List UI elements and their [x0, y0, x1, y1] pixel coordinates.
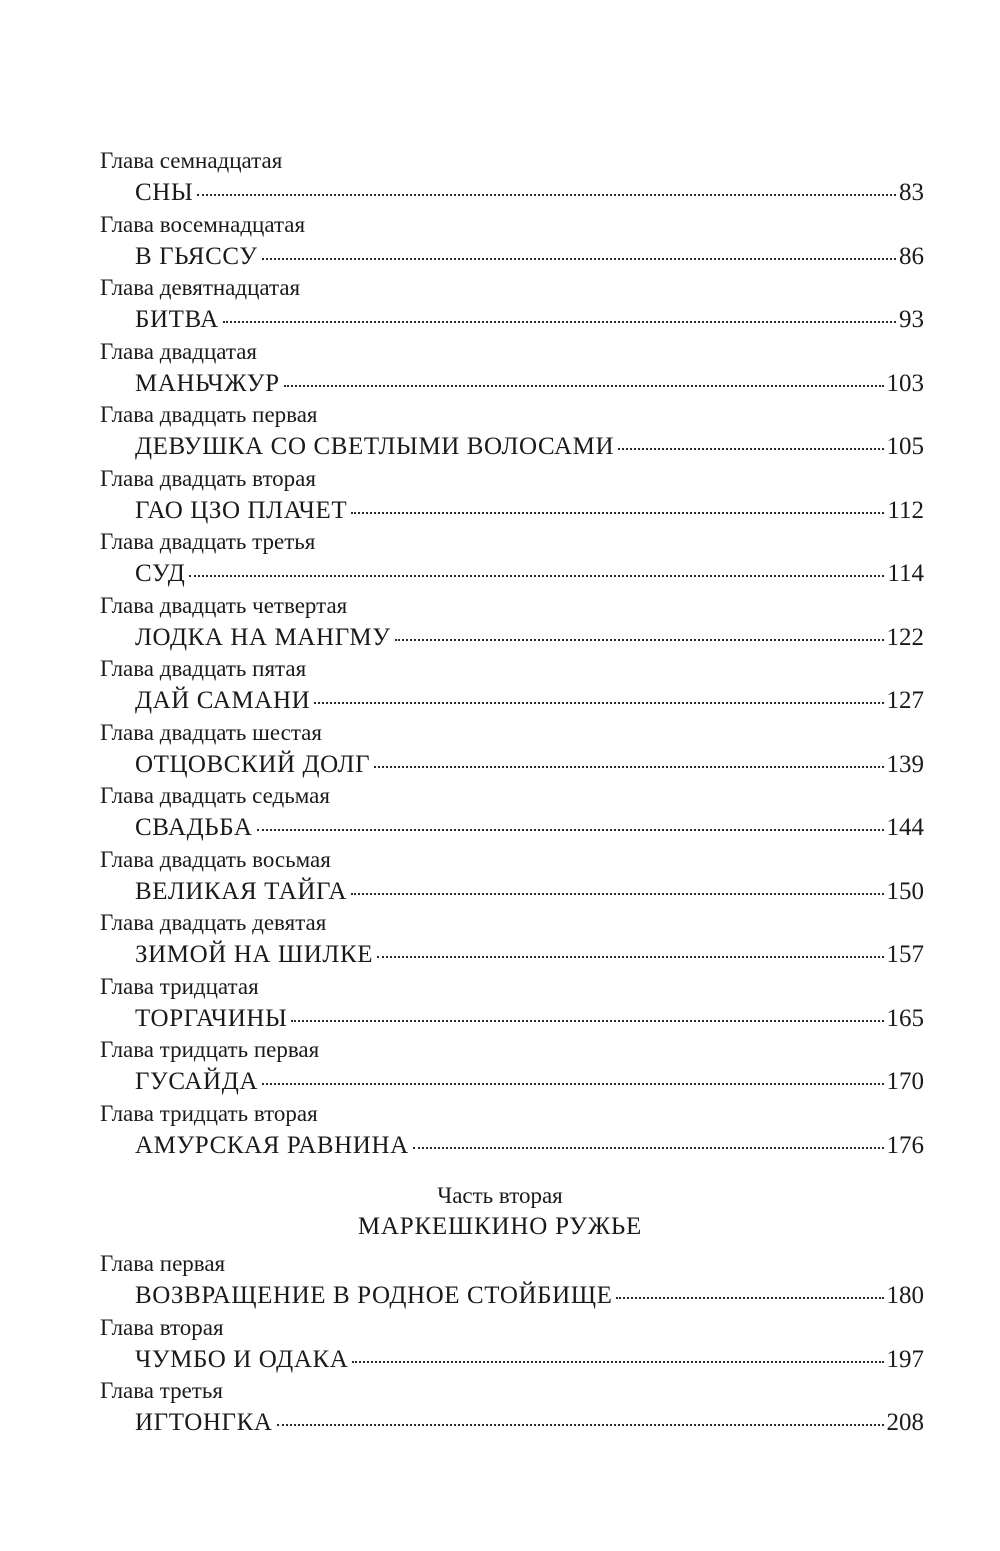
toc-chapter — [100, 272, 924, 336]
chapter-label: Глава девятнадцатая — [100, 275, 301, 300]
page-number: 150 — [886, 877, 924, 905]
chapter-title: ВОЗВРАЩЕНИЕ В РОДНОЕ СТОЙБИЩЕ — [135, 1282, 613, 1309]
toc-chapter — [100, 399, 924, 463]
toc-chapter — [100, 526, 924, 590]
toc-chapter — [100, 844, 924, 908]
chapter-title: ДЕВУШКА СО СВЕТЛЫМИ ВОЛОСАМИ — [135, 433, 615, 460]
page-number: 83 — [899, 179, 924, 206]
chapter-title: ЗИМОЙ НА ШИЛКЕ — [135, 941, 374, 968]
chapter-entry — [100, 431, 924, 462]
toc-chapter — [100, 590, 924, 654]
chapter-title: ЛОДКА НА МАНГМУ — [135, 623, 391, 651]
dot-leader — [352, 1361, 883, 1363]
chapter-entry — [100, 1280, 924, 1311]
chapter-label: Глава двадцать первая — [100, 402, 318, 427]
chapter-label: Глава вторая — [100, 1314, 224, 1340]
part-two-title: МАРКЕШКИНО РУЖЬЕ — [357, 1213, 643, 1240]
page-number: 127 — [886, 687, 924, 714]
chapter-label: Глава двадцать девятая — [100, 910, 327, 935]
chapter-entry — [100, 495, 924, 526]
chapter-entry — [100, 622, 924, 653]
dot-leader — [377, 956, 883, 958]
part-two-label: Часть вторая — [437, 1183, 563, 1208]
chapter-title: ЧУМБО И ОДАКА — [135, 1345, 349, 1373]
chapter-title: ТОРГАЧИНЫ — [135, 1004, 288, 1032]
chapter-entry — [100, 368, 924, 399]
chapter-entry — [100, 241, 924, 272]
chapter-title: В ГЬЯССУ — [135, 242, 258, 270]
chapter-entry — [100, 749, 924, 780]
chapter-entry — [100, 876, 924, 907]
chapter-label: Глава двадцать пятая — [100, 656, 307, 681]
chapter-entry — [100, 1407, 924, 1438]
page-number: 208 — [886, 1409, 924, 1436]
page-number: 157 — [886, 941, 924, 968]
chapter-title: ИГТОНГКА — [135, 1409, 273, 1436]
dot-leader — [257, 829, 884, 831]
dot-leader — [189, 575, 884, 577]
toc-chapter — [100, 717, 924, 781]
chapter-entry — [100, 177, 924, 208]
toc-part-two — [100, 1248, 924, 1439]
chapter-label: Глава тридцать вторая — [100, 1100, 318, 1126]
chapter-label: Глава первая — [100, 1251, 226, 1276]
chapter-entry — [100, 1344, 924, 1375]
chapter-entry — [100, 1130, 924, 1161]
dot-leader — [291, 1020, 883, 1022]
page-number: 170 — [886, 1068, 924, 1095]
toc-part-one — [100, 145, 924, 1161]
page-number: 144 — [886, 814, 924, 841]
dot-leader — [616, 1297, 883, 1299]
chapter-entry — [100, 812, 924, 843]
chapter-entry — [100, 1066, 924, 1097]
chapter-label: Глава восемнадцатая — [100, 211, 306, 237]
toc-chapter — [100, 1034, 924, 1098]
dot-leader — [223, 321, 896, 323]
chapter-label: Глава тридцатая — [100, 973, 259, 999]
dot-leader — [374, 766, 883, 768]
toc-chapter — [100, 145, 924, 209]
page-number: 122 — [886, 623, 924, 651]
chapter-title: МАНЬЧЖУР — [135, 369, 280, 397]
page-number: 103 — [886, 369, 924, 397]
page-number: 176 — [886, 1131, 924, 1159]
chapter-title: СНЫ — [135, 179, 194, 206]
toc-chapter — [100, 907, 924, 971]
toc-chapter — [100, 1098, 924, 1162]
chapter-label: Глава двадцать третья — [100, 529, 316, 554]
dot-leader — [618, 448, 883, 450]
chapter-entry — [100, 939, 924, 970]
chapter-title: ДАЙ САМАНИ — [135, 687, 311, 714]
dot-leader — [284, 385, 884, 387]
chapter-entry — [100, 1003, 924, 1034]
page-number: 165 — [886, 1004, 924, 1032]
dot-leader — [351, 893, 884, 895]
page-number: 93 — [899, 306, 924, 333]
chapter-title: ВЕЛИКАЯ ТАЙГА — [135, 877, 347, 905]
dot-leader — [413, 1147, 884, 1149]
toc-chapter — [100, 463, 924, 527]
chapter-label: Глава двадцать четвертая — [100, 592, 348, 618]
toc-chapter — [100, 209, 924, 273]
toc-chapter — [100, 1312, 924, 1376]
dot-leader — [314, 702, 883, 704]
chapter-label: Глава третья — [100, 1378, 223, 1403]
dot-leader — [277, 1424, 884, 1426]
page-number: 86 — [899, 242, 924, 270]
toc-chapter — [100, 653, 924, 717]
chapter-title: ГАО ЦЗО ПЛАЧЕТ — [135, 496, 348, 524]
toc-chapter — [100, 780, 924, 844]
chapter-label: Глава двадцать шестая — [100, 719, 322, 745]
dot-leader — [351, 512, 884, 514]
chapter-title: АМУРСКАЯ РАВНИНА — [135, 1131, 409, 1159]
page-number: 180 — [886, 1282, 924, 1309]
dot-leader — [262, 258, 896, 260]
page-number: 197 — [886, 1345, 924, 1373]
toc-chapter — [100, 336, 924, 400]
chapter-label: Глава двадцать вторая — [100, 465, 316, 491]
page-number: 112 — [887, 496, 924, 524]
chapter-title: БИТВА — [135, 306, 219, 333]
chapter-entry — [100, 558, 924, 589]
chapter-label: Глава двадцать седьмая — [100, 783, 330, 808]
dot-leader — [395, 639, 884, 641]
page-number: 139 — [886, 750, 924, 778]
toc-chapter — [100, 1248, 924, 1312]
dot-leader — [197, 194, 896, 196]
chapter-entry — [100, 685, 924, 716]
dot-leader — [262, 1083, 884, 1085]
page-number: 114 — [887, 560, 924, 587]
chapter-title: СВАДЬБА — [135, 814, 253, 841]
toc-chapter — [100, 1375, 924, 1439]
toc-chapter — [100, 971, 924, 1035]
page-number: 105 — [886, 433, 924, 460]
chapter-label: Глава двадцать восьмая — [100, 846, 331, 872]
chapter-label: Глава двадцатая — [100, 338, 257, 364]
chapter-title: ГУСАЙДА — [135, 1068, 258, 1095]
chapter-title: ОТЦОВСКИЙ ДОЛГ — [135, 750, 371, 778]
chapter-label: Глава тридцать первая — [100, 1037, 320, 1062]
chapter-title: СУД — [135, 560, 186, 587]
chapter-label: Глава семнадцатая — [100, 148, 283, 173]
chapter-entry — [100, 304, 924, 335]
